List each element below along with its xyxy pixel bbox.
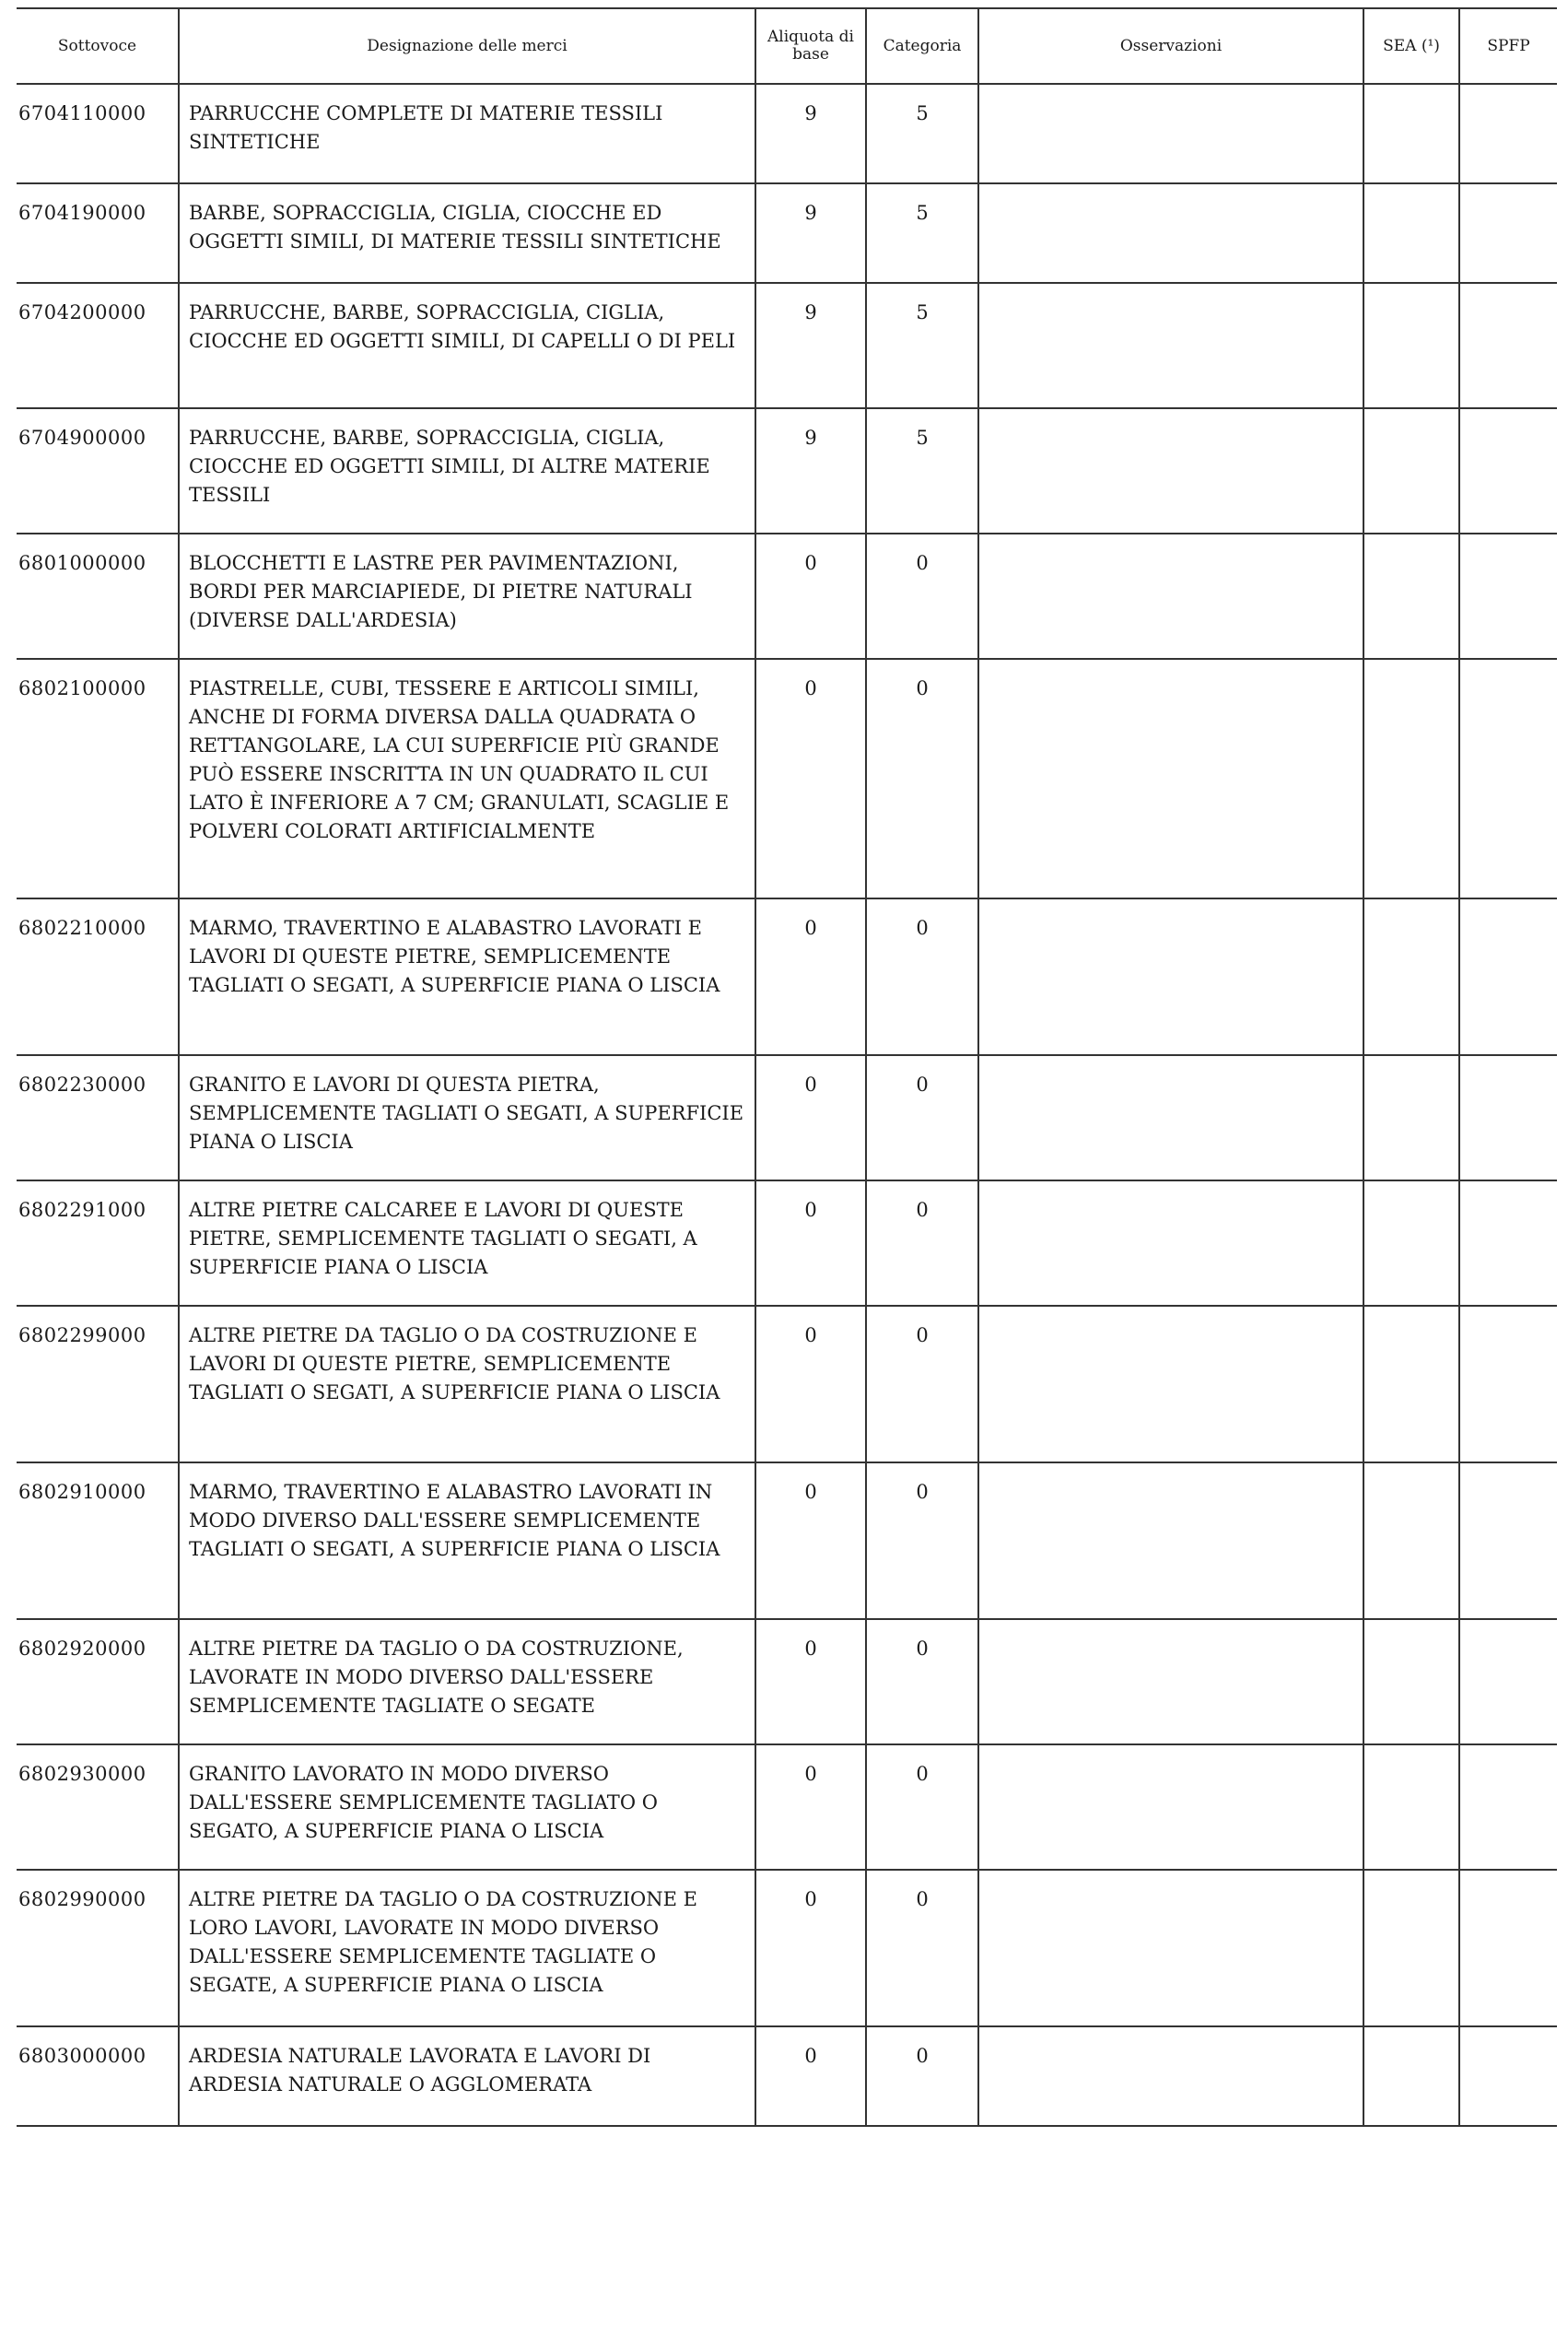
row-aliquota: 0	[755, 1180, 866, 1306]
row-sea	[1363, 84, 1459, 183]
row-aliquota: 0	[755, 1462, 866, 1619]
row-categoria: 5	[866, 84, 978, 183]
row-description: ALTRE PIETRE DA TAGLIO O DA COSTRUZIONE, LAVORATE IN MODO DIVERSO DALL'ESSERE SEMPLICEMENTE TAGLIATE O SEGATE	[179, 1619, 755, 1744]
row-spfp	[1459, 1180, 1557, 1306]
row-aliquota: 9	[755, 283, 866, 408]
row-categoria: 5	[866, 183, 978, 283]
row-spfp	[1459, 1462, 1557, 1619]
row-code: 6802990000	[17, 1870, 179, 2026]
row-osservazioni	[978, 659, 1363, 898]
table-row	[17, 534, 1557, 659]
row-description: ARDESIA NATURALE LAVORATA E LAVORI DI ARDESIA NATURALE O AGGLOMERATA	[179, 2026, 755, 2126]
row-sea	[1363, 1306, 1459, 1462]
table-row	[17, 2026, 1557, 2126]
row-spfp	[1459, 898, 1557, 1055]
row-categoria: 0	[866, 1744, 978, 1870]
table-row	[17, 659, 1557, 898]
row-code: 6704900000	[17, 408, 179, 534]
row-categoria: 5	[866, 283, 978, 408]
table-row	[17, 1306, 1557, 1462]
row-code: 6704110000	[17, 84, 179, 183]
row-categoria: 0	[866, 1462, 978, 1619]
header-sea: SEA (¹)	[1363, 8, 1459, 84]
table-row	[17, 283, 1557, 408]
row-aliquota: 0	[755, 534, 866, 659]
row-spfp	[1459, 183, 1557, 283]
row-description: MARMO, TRAVERTINO E ALABASTRO LAVORATI E LAVORI DI QUESTE PIETRE, SEMPLICEMENTE TAGLIATI O SEGATI, A SUPERFICIE PIANA O LISCIA	[179, 898, 755, 1055]
row-categoria: 0	[866, 1055, 978, 1180]
table-header	[17, 8, 1557, 84]
row-description: ALTRE PIETRE DA TAGLIO O DA COSTRUZIONE E LORO LAVORI, LAVORATE IN MODO DIVERSO DALL'ESSERE SEMPLICEMENTE TAGLIATE O SEGATE, A SUPERFICIE PIANA O LISCIA	[179, 1870, 755, 2026]
row-aliquota: 0	[755, 1055, 866, 1180]
row-code: 6802210000	[17, 898, 179, 1055]
header-spfp: SPFP	[1459, 8, 1557, 84]
row-osservazioni	[978, 1870, 1363, 2026]
row-description: PARRUCCHE, BARBE, SOPRACCIGLIA, CIGLIA, CIOCCHE ED OGGETTI SIMILI, DI ALTRE MATERIE TESSILI	[179, 408, 755, 534]
row-osservazioni	[978, 1306, 1363, 1462]
row-osservazioni	[978, 1180, 1363, 1306]
row-categoria: 0	[866, 659, 978, 898]
row-osservazioni	[978, 1619, 1363, 1744]
table-row	[17, 408, 1557, 534]
tariff-table	[17, 7, 1557, 2127]
row-description: MARMO, TRAVERTINO E ALABASTRO LAVORATI IN MODO DIVERSO DALL'ESSERE SEMPLICEMENTE TAGLIATI O SEGATI, A SUPERFICIE PIANA O LISCIA	[179, 1462, 755, 1619]
row-description: PARRUCCHE COMPLETE DI MATERIE TESSILI SINTETICHE	[179, 84, 755, 183]
row-code: 6802291000	[17, 1180, 179, 1306]
table-row	[17, 1744, 1557, 1870]
row-code: 6802920000	[17, 1619, 179, 1744]
row-description: ALTRE PIETRE CALCAREE E LAVORI DI QUESTE PIETRE, SEMPLICEMENTE TAGLIATI O SEGATI, A SUPERFICIE PIANA O LISCIA	[179, 1180, 755, 1306]
header-sottovoce: Sottovoce	[17, 8, 179, 84]
row-description: PARRUCCHE, BARBE, SOPRACCIGLIA, CIGLIA, CIOCCHE ED OGGETTI SIMILI, DI CAPELLI O DI PELI	[179, 283, 755, 408]
row-description: BARBE, SOPRACCIGLIA, CIGLIA, CIOCCHE ED OGGETTI SIMILI, DI MATERIE TESSILI SINTETICHE	[179, 183, 755, 283]
row-aliquota: 9	[755, 84, 866, 183]
table-row	[17, 183, 1557, 283]
row-sea	[1363, 1462, 1459, 1619]
row-code: 6802230000	[17, 1055, 179, 1180]
row-sea	[1363, 898, 1459, 1055]
row-code: 6803000000	[17, 2026, 179, 2126]
row-aliquota: 0	[755, 1619, 866, 1744]
row-sea	[1363, 534, 1459, 659]
row-osservazioni	[978, 408, 1363, 534]
table-row	[17, 1462, 1557, 1619]
table-row	[17, 1870, 1557, 2026]
row-sea	[1363, 1744, 1459, 1870]
row-description: PIASTRELLE, CUBI, TESSERE E ARTICOLI SIMILI, ANCHE DI FORMA DIVERSA DALLA QUADRATA O RETTANGOLARE, LA CUI SUPERFICIE PIÙ GRANDE PUÒ ESSERE INSCRITTA IN UN QUADRATO IL CUI LATO È INFERIORE A 7 CM; GRANULATI, SCAGLIE E POLVERI COLORATI ARTIFICIALMENTE	[179, 659, 755, 898]
row-osservazioni	[978, 534, 1363, 659]
row-osservazioni	[978, 2026, 1363, 2126]
row-code: 6802299000	[17, 1306, 179, 1462]
row-spfp	[1459, 1306, 1557, 1462]
row-spfp	[1459, 659, 1557, 898]
row-aliquota: 9	[755, 408, 866, 534]
row-code: 6802100000	[17, 659, 179, 898]
row-spfp	[1459, 84, 1557, 183]
table-row	[17, 1619, 1557, 1744]
row-categoria: 0	[866, 898, 978, 1055]
row-aliquota: 0	[755, 898, 866, 1055]
row-description: GRANITO LAVORATO IN MODO DIVERSO DALL'ESSERE SEMPLICEMENTE TAGLIATO O SEGATO, A SUPERFICIE PIANA O LISCIA	[179, 1744, 755, 1870]
row-description: ALTRE PIETRE DA TAGLIO O DA COSTRUZIONE E LAVORI DI QUESTE PIETRE, SEMPLICEMENTE TAGLIATI O SEGATI, A SUPERFICIE PIANA O LISCIA	[179, 1306, 755, 1462]
row-sea	[1363, 1055, 1459, 1180]
row-sea	[1363, 659, 1459, 898]
row-osservazioni	[978, 1055, 1363, 1180]
table-row	[17, 1180, 1557, 1306]
header-osservazioni: Osservazioni	[978, 8, 1363, 84]
row-spfp	[1459, 2026, 1557, 2126]
row-sea	[1363, 1619, 1459, 1744]
row-spfp	[1459, 283, 1557, 408]
row-aliquota: 0	[755, 1870, 866, 2026]
row-spfp	[1459, 1870, 1557, 2026]
tariff-table-container	[17, 7, 1557, 2127]
row-sea	[1363, 1870, 1459, 2026]
header-aliquota: Aliquota di base	[755, 8, 866, 84]
header-row	[17, 8, 1557, 84]
row-code: 6801000000	[17, 534, 179, 659]
header-categoria: Categoria	[866, 8, 978, 84]
table-row	[17, 1055, 1557, 1180]
row-description: GRANITO E LAVORI DI QUESTA PIETRA, SEMPLICEMENTE TAGLIATI O SEGATI, A SUPERFICIE PIANA O LISCIA	[179, 1055, 755, 1180]
row-code: 6802910000	[17, 1462, 179, 1619]
row-categoria: 0	[866, 1306, 978, 1462]
row-code: 6704190000	[17, 183, 179, 283]
row-osservazioni	[978, 84, 1363, 183]
row-sea	[1363, 408, 1459, 534]
row-osservazioni	[978, 1462, 1363, 1619]
row-osservazioni	[978, 283, 1363, 408]
table-row	[17, 898, 1557, 1055]
row-code: 6704200000	[17, 283, 179, 408]
row-categoria: 5	[866, 408, 978, 534]
row-categoria: 0	[866, 534, 978, 659]
row-spfp	[1459, 408, 1557, 534]
row-code: 6802930000	[17, 1744, 179, 1870]
row-categoria: 0	[866, 1870, 978, 2026]
row-categoria: 0	[866, 2026, 978, 2126]
row-aliquota: 0	[755, 2026, 866, 2126]
table-row	[17, 84, 1557, 183]
table-body	[17, 84, 1557, 2126]
row-spfp	[1459, 1055, 1557, 1180]
row-osservazioni	[978, 898, 1363, 1055]
header-designazione: Designazione delle merci	[179, 8, 755, 84]
row-osservazioni	[978, 1744, 1363, 1870]
row-sea	[1363, 283, 1459, 408]
row-spfp	[1459, 1744, 1557, 1870]
row-sea	[1363, 1180, 1459, 1306]
row-categoria: 0	[866, 1619, 978, 1744]
row-aliquota: 0	[755, 1744, 866, 1870]
row-description: BLOCCHETTI E LASTRE PER PAVIMENTAZIONI, BORDI PER MARCIAPIEDE, DI PIETRE NATURALI (DIVERSE DALL'ARDESIA)	[179, 534, 755, 659]
row-sea	[1363, 2026, 1459, 2126]
row-sea	[1363, 183, 1459, 283]
row-aliquota: 9	[755, 183, 866, 283]
row-aliquota: 0	[755, 1306, 866, 1462]
row-aliquota: 0	[755, 659, 866, 898]
row-categoria: 0	[866, 1180, 978, 1306]
row-spfp	[1459, 534, 1557, 659]
row-osservazioni	[978, 183, 1363, 283]
row-spfp	[1459, 1619, 1557, 1744]
